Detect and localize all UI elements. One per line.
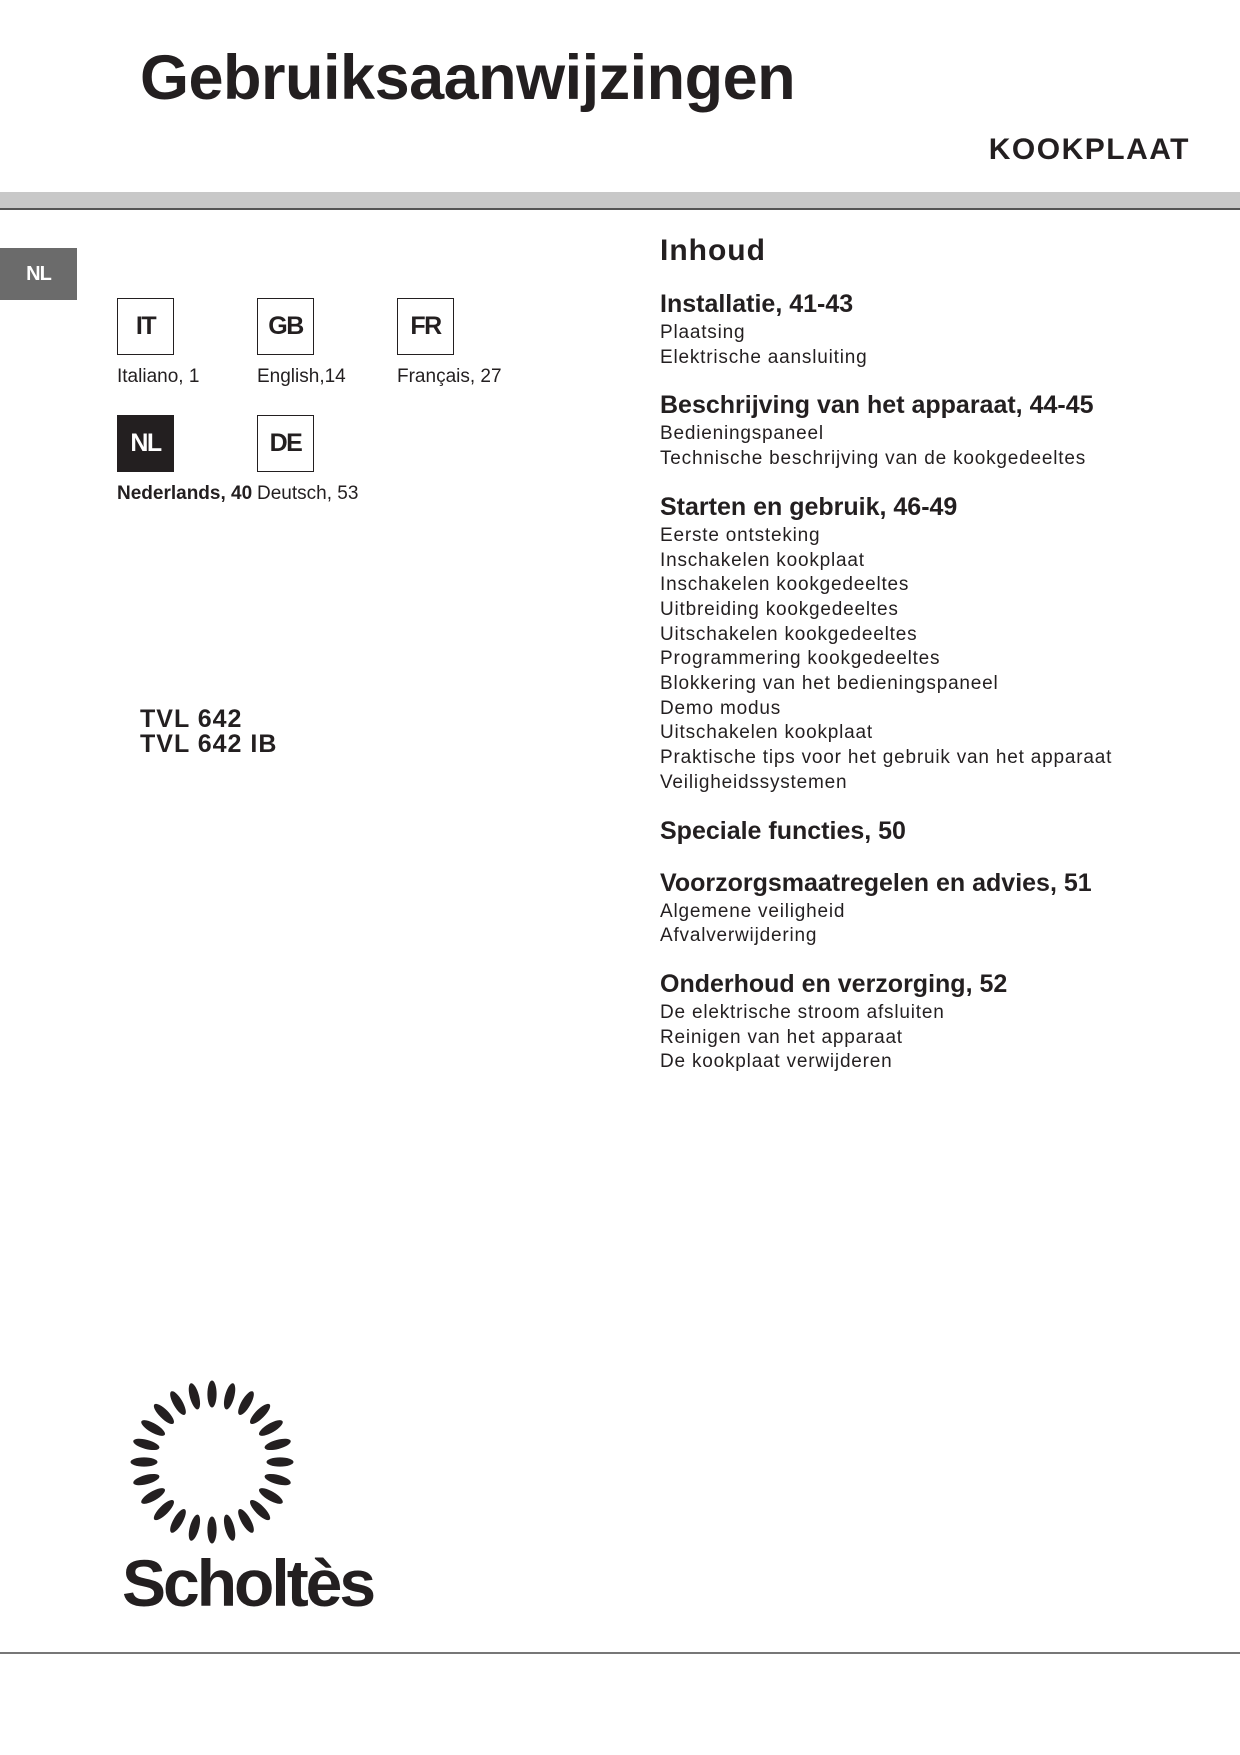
logo-ray <box>139 1485 167 1506</box>
language-de[interactable] <box>257 415 359 504</box>
model-name: TVL 642 IB <box>140 730 278 758</box>
language-label: Italiano, 1 <box>117 366 200 387</box>
header-rule <box>0 192 1240 208</box>
toc-section <box>660 968 1220 1075</box>
table-of-contents <box>660 288 1220 1094</box>
logo-ray <box>151 1401 177 1427</box>
logo-ray <box>186 1382 202 1410</box>
language-code: FR <box>397 298 454 355</box>
language-label: Nederlands, 40 <box>117 483 253 504</box>
logo-ray <box>207 1517 216 1544</box>
toc-section <box>660 815 1220 848</box>
toc-item[interactable]: Veiligheidssystemen <box>660 771 848 793</box>
toc-item[interactable]: Inschakelen kookplaat <box>660 549 865 571</box>
language-code: DE <box>257 415 314 472</box>
toc-item[interactable]: De elektrische stroom afsluiten <box>660 1001 945 1023</box>
language-fr[interactable] <box>397 298 502 387</box>
toc-item[interactable]: Bedieningspaneel <box>660 423 824 445</box>
logo-ray <box>247 1497 273 1523</box>
logo-ray <box>222 1513 238 1541</box>
toc-section-title[interactable]: Beschrijving van het apparaat, 44-45 <box>660 391 1094 420</box>
toc-section-title[interactable]: Speciale functies, 50 <box>660 816 906 845</box>
toc-item[interactable]: De kookplaat verwijderen <box>660 1051 893 1073</box>
language-nl[interactable] <box>117 415 253 504</box>
toc-item[interactable]: Plaatsing <box>660 322 746 343</box>
sun-burst-logo-icon <box>122 1372 302 1552</box>
model-list <box>140 707 277 757</box>
logo-ray <box>257 1485 285 1506</box>
logo-ray <box>247 1401 273 1427</box>
language-code: NL <box>117 415 174 472</box>
toc-item[interactable]: Praktische tips voor het gebruik van het apparaat <box>660 747 1113 769</box>
page-title: Gebruiksaanwijzingen <box>140 43 796 113</box>
logo-ray <box>186 1513 202 1541</box>
toc-section-title[interactable]: Starten en gebruik, 46-49 <box>660 492 958 521</box>
toc-item[interactable]: Programmering kookgedeeltes <box>660 648 941 670</box>
toc-item[interactable]: Uitschakelen kookplaat <box>660 722 873 744</box>
toc-item[interactable]: Algemene veiligheid <box>660 900 846 922</box>
toc-section <box>660 867 1220 949</box>
logo-ray <box>257 1417 285 1438</box>
toc-title: Inhoud <box>660 234 766 267</box>
language-label: Français, 27 <box>397 366 502 387</box>
logo-ray <box>151 1497 177 1523</box>
logo-ray <box>263 1436 291 1452</box>
logo-ray <box>267 1457 294 1466</box>
logo-ray <box>222 1382 238 1410</box>
language-code: GB <box>257 298 314 355</box>
model-name: TVL 642 <box>140 705 243 733</box>
logo-ray <box>132 1436 160 1452</box>
toc-item[interactable]: Uitbreiding kookgedeeltes <box>660 598 899 620</box>
logo-ray <box>131 1457 158 1466</box>
logo-ray <box>235 1507 256 1535</box>
toc-section <box>660 491 1220 796</box>
toc-item[interactable]: Demo modus <box>660 697 781 719</box>
logo-ray <box>263 1472 291 1488</box>
language-label: English,14 <box>257 366 346 387</box>
language-label: Deutsch, 53 <box>257 483 359 504</box>
toc-item[interactable]: Inschakelen kookgedeeltes <box>660 574 910 596</box>
footer-rule <box>0 1652 1240 1654</box>
toc-section-title[interactable]: Voorzorgsmaatregelen en advies, 51 <box>660 868 1092 897</box>
product-type: KOOKPLAAT <box>988 133 1190 166</box>
toc-item[interactable]: Afvalverwijdering <box>660 925 818 947</box>
logo-ray <box>167 1507 188 1535</box>
toc-item[interactable]: Blokkering van het bedieningspaneel <box>660 673 999 695</box>
toc-section-title[interactable]: Installatie, 41-43 <box>660 290 854 318</box>
toc-item[interactable]: Technische beschrijving van de kookgedeeltes <box>660 448 1086 470</box>
logo-ray <box>139 1417 167 1438</box>
toc-item[interactable]: Uitschakelen kookgedeeltes <box>660 623 918 645</box>
toc-item[interactable]: Reinigen van het apparaat <box>660 1026 903 1048</box>
toc-section <box>660 389 1220 471</box>
toc-section-title[interactable]: Onderhoud en verzorging, 52 <box>660 969 1008 998</box>
toc-item[interactable]: Eerste ontsteking <box>660 524 821 546</box>
brand-name: Scholtès <box>122 1546 374 1620</box>
logo-ray <box>207 1381 216 1408</box>
logo-ray <box>235 1389 256 1417</box>
toc-item[interactable]: Elektrische aansluiting <box>660 346 868 368</box>
header-rule-line <box>0 208 1240 210</box>
language-side-tab: NL <box>0 248 77 300</box>
language-code: IT <box>117 298 174 355</box>
logo-ray <box>167 1389 188 1417</box>
logo-ray <box>132 1472 160 1488</box>
toc-section <box>660 288 1220 370</box>
language-gb[interactable] <box>257 298 346 387</box>
language-it[interactable] <box>117 298 200 387</box>
